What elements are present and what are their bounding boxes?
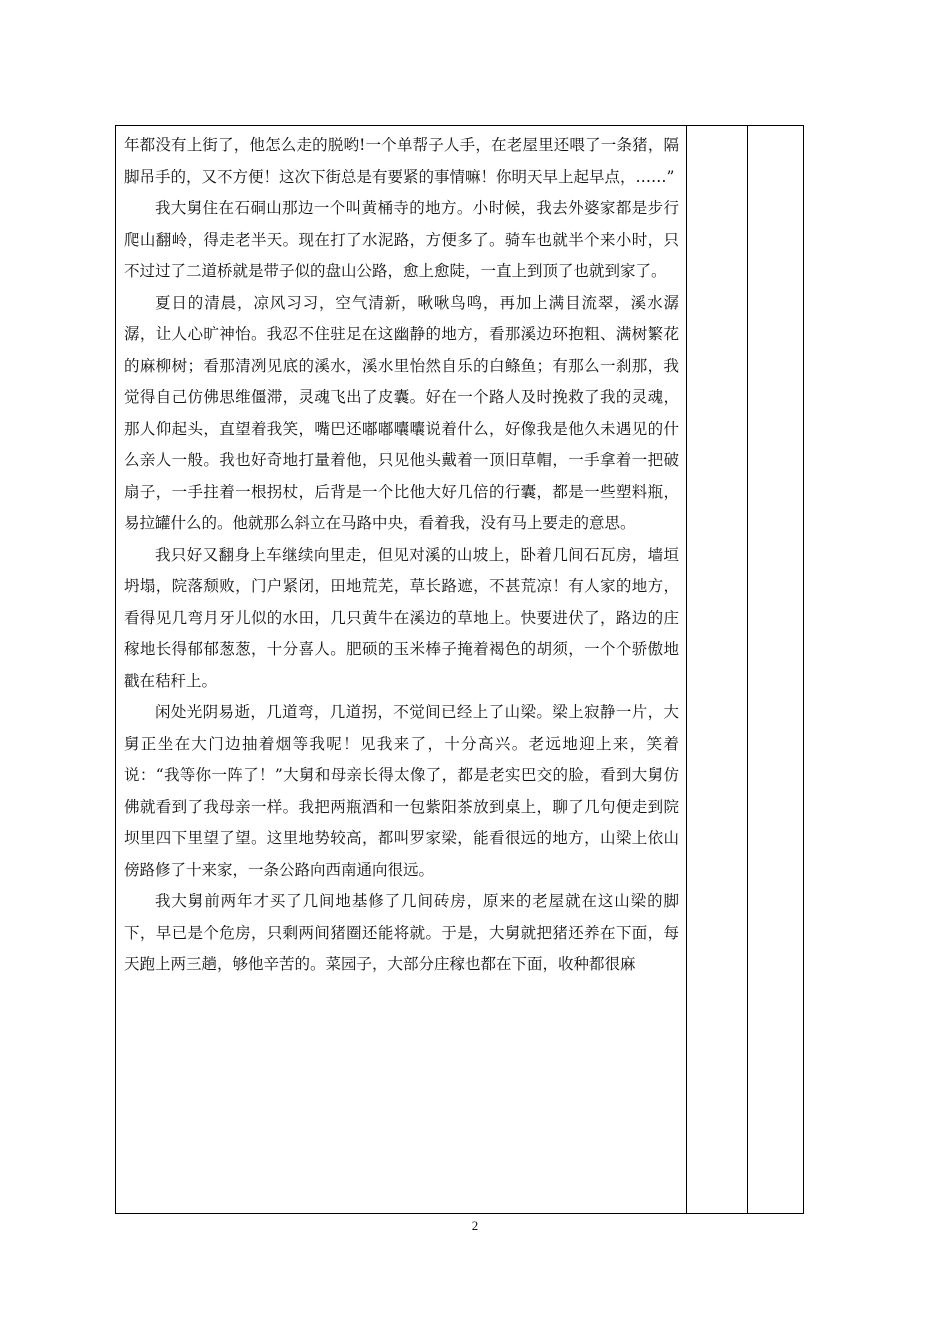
paragraph: 夏日的清晨，凉风习习，空气清新，啾啾鸟鸣，再加上满目流翠，溪水潺潺，让人心旷神怡。我忍不住驻足在这幽静的地方，看那溪边环抱粗、满树繁花的麻柳树；看那清冽见底的溪水，溪水里怡然自乐的白鲦鱼；有那么一刹那，我觉得自己仿佛思维僵滞，灵魂飞出了皮囊。好在一个路人及时挽救了我的灵魂，那人仰起头，直望着我笑，嘴巴还嘟嘟囔囔说着什么，好像我是他久未遇见的什么亲人一般。我也好奇地打量着他，只见他头戴着一顶旧草帽，一手拿着一把破扇子，一手拄着一根拐杖，后背是一个比他大好几倍的行囊，都是一些塑料瓶，易拉罐什么的。他就那么斜立在马路中央，看着我，没有马上要走的意思。 — [124, 293, 679, 532]
column-divider — [747, 126, 748, 1213]
column-divider — [686, 126, 687, 1213]
paragraph: 我大舅住在石硐山那边一个叫黄桶寺的地方。小时候，我去外婆家都是步行爬山翻岭，得走老半天。现在打了水泥路，方便多了。骑车也就半个来小时，只不过过了二道桥就是带子似的盘山公路，愈上愈陡，一直上到顶了也就到家了。 — [124, 199, 679, 280]
paragraph: 年都没有上街了，他怎么走的脱哟!一个单帮子人手，在老屋里还喂了一条猪，隔脚吊手的，又不方便！这次下街总是有要紧的事情嘛！你明天早上起早点，……” — [124, 136, 679, 186]
text-cell — [124, 130, 679, 981]
paragraph: 我只好又翻身上车继续向里走，但见对溪的山坡上，卧着几间石瓦房，墙垣坍塌，院落颓败，门户紧闭，田地荒芜，草长路遮，不甚荒凉！有人家的地方，看得见几弯月牙儿似的水田，几只黄牛在溪边的草地上。快要进伏了，路边的庄稼地长得郁郁葱葱，十分喜人。肥硕的玉米棒子掩着褐色的胡须，一个个骄傲地戳在秸秆上。 — [124, 545, 679, 690]
paragraph: 我大舅前两年才买了几间地基修了几间砖房，原来的老屋就在这山梁的脚下，早已是个危房，只剩两间猪圈还能将就。于是，大舅就把猪还养在下面，每天跑上两三趟，够他辛苦的。菜园子，大部分庄稼也都在下面，收种都很麻 — [124, 892, 679, 973]
paragraph: 闲处光阴易逝，几道弯，几道拐，不觉间已经上了山梁。梁上寂静一片，大舅正坐在大门边抽着烟等我呢！见我来了，十分高兴。老远地迎上来，笑着说：“我等你一阵了！”大舅和母亲长得太像了，都是老实巴交的脸，看到大舅仿佛就看到了我母亲一样。我把两瓶酒和一包紫阳茶放到桌上，聊了几句便走到院坝里四下里望了望。这里地势较高，都叫罗家梁，能看很远的地方，山梁上依山傍路修了十来家，一条公路向西南通向很远。 — [124, 703, 679, 879]
document-table — [115, 125, 804, 1214]
page-number: 2 — [471, 1218, 479, 1233]
